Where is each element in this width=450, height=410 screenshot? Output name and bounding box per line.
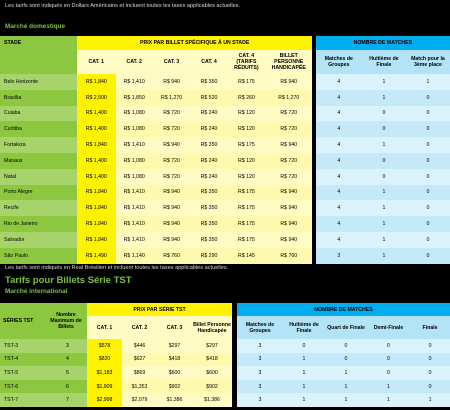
matches-group-header: NOMBRE DE MATCHES bbox=[316, 36, 450, 50]
table-cell: R$ 1,410 bbox=[116, 137, 153, 153]
table-cell: 0 bbox=[367, 366, 410, 380]
table-cell: 1 bbox=[362, 248, 406, 264]
column-header: CAT. 2 bbox=[122, 316, 157, 339]
table-cell: 0 bbox=[362, 121, 406, 137]
table-cell: 1 bbox=[283, 393, 325, 407]
table-cell: 1 bbox=[362, 137, 406, 153]
table-cell: R$ 240 bbox=[190, 169, 227, 185]
table-cell: 3 bbox=[237, 353, 283, 367]
table-cell: R$ 720 bbox=[265, 153, 312, 169]
table-cell: 0 bbox=[406, 200, 450, 216]
table-cell: 0 bbox=[406, 232, 450, 248]
table-cell: 0 bbox=[406, 185, 450, 201]
tst-price-table bbox=[0, 303, 450, 407]
table-cell: R$ 940 bbox=[153, 216, 190, 232]
stadium-name: Brasília bbox=[0, 90, 77, 106]
table-cell: R$ 175 bbox=[228, 137, 265, 153]
max-tickets: 4 bbox=[45, 353, 87, 367]
table-cell: R$ 1,840 bbox=[77, 137, 116, 153]
table-cell: 4 bbox=[316, 185, 362, 201]
table-cell: R$ 940 bbox=[153, 137, 190, 153]
column-header: Finale bbox=[410, 316, 450, 339]
table-cell: $1,386 bbox=[192, 393, 232, 407]
table-cell: $902 bbox=[157, 380, 192, 394]
table-cell: 0 bbox=[367, 353, 410, 367]
table-cell: $297 bbox=[192, 339, 232, 353]
table-cell: R$ 720 bbox=[153, 121, 190, 137]
table-cell: R$ 720 bbox=[265, 106, 312, 122]
table-cell: $2,998 bbox=[87, 393, 122, 407]
table-row bbox=[0, 153, 450, 169]
table-cell: 0 bbox=[406, 106, 450, 122]
table-cell: 0 bbox=[406, 153, 450, 169]
table-cell: $418 bbox=[157, 353, 192, 367]
table-group-header-row bbox=[0, 303, 450, 316]
column-header: Billet Personne Handicapée bbox=[192, 316, 232, 339]
stadium-name: Porto Alegre bbox=[0, 185, 77, 201]
table-cell: 1 bbox=[283, 366, 325, 380]
table-cell: R$ 1,410 bbox=[116, 232, 153, 248]
table-row bbox=[0, 106, 450, 122]
table-cell: R$ 1,410 bbox=[116, 200, 153, 216]
stadium-name: Curitiba bbox=[0, 121, 77, 137]
table-cell: 0 bbox=[325, 353, 367, 367]
stadium-name: Cuiaba bbox=[0, 106, 77, 122]
table-cell: R$ 1,850 bbox=[116, 90, 153, 106]
table-cell: $600 bbox=[157, 366, 192, 380]
table-cell: R$ 1,840 bbox=[77, 232, 116, 248]
column-header: Match pour la 3ème place bbox=[406, 50, 450, 74]
table-row bbox=[0, 380, 450, 394]
table-cell: $2,079 bbox=[122, 393, 157, 407]
table-cell: 4 bbox=[316, 121, 362, 137]
table-cell: R$ 1,410 bbox=[116, 185, 153, 201]
table-cell: R$ 1,080 bbox=[116, 153, 153, 169]
table-cell: $1,353 bbox=[122, 380, 157, 394]
table-cell: R$ 240 bbox=[190, 106, 227, 122]
max-tickets: 3 bbox=[45, 339, 87, 353]
column-header: CAT. 3 bbox=[153, 50, 190, 74]
table-cell: R$ 720 bbox=[153, 169, 190, 185]
table-cell: $297 bbox=[157, 339, 192, 353]
stadium-name: São Paulo bbox=[0, 248, 77, 264]
table-cell: $820 bbox=[87, 353, 122, 367]
table-cell: 0 bbox=[406, 90, 450, 106]
table-cell: 4 bbox=[316, 153, 362, 169]
table-cell: R$ 120 bbox=[228, 121, 265, 137]
table-cell: 1 bbox=[325, 366, 367, 380]
table-cell: 0 bbox=[406, 248, 450, 264]
tst-section-heading: Tarifs pour Billets Série TST bbox=[5, 275, 132, 286]
table-cell: 4 bbox=[316, 169, 362, 185]
series-name: TST-4 bbox=[0, 353, 45, 367]
table-cell: R$ 350 bbox=[190, 232, 227, 248]
table-cell: $1,909 bbox=[87, 380, 122, 394]
max-tickets: 5 bbox=[45, 366, 87, 380]
table-cell: R$ 1,270 bbox=[153, 90, 190, 106]
table-cell: 1 bbox=[362, 185, 406, 201]
table-cell: R$ 1,400 bbox=[77, 106, 116, 122]
table-cell: 1 bbox=[325, 393, 367, 407]
column-header: CAT. 3 bbox=[157, 316, 192, 339]
table-cell: 4 bbox=[316, 106, 362, 122]
table-cell: 0 bbox=[406, 216, 450, 232]
table-cell: 1 bbox=[362, 74, 406, 90]
table-cell: R$ 175 bbox=[228, 185, 265, 201]
table-cell: 0 bbox=[410, 353, 450, 367]
table-cell: 3 bbox=[237, 380, 283, 394]
series-header: SÉRIES TST bbox=[0, 303, 45, 339]
table-cell: R$ 175 bbox=[228, 74, 265, 90]
domestic-prices-note: Les tarifs sont indiqués en Dollars Américains et incluent toutes les taxes applicables actuelles. bbox=[5, 3, 241, 9]
table-cell: R$ 350 bbox=[190, 137, 227, 153]
table-row bbox=[0, 232, 450, 248]
table-cell: 1 bbox=[362, 216, 406, 232]
series-name: TST-3 bbox=[0, 339, 45, 353]
table-cell: R$ 1,840 bbox=[77, 200, 116, 216]
table-cell: 0 bbox=[367, 339, 410, 353]
table-cell: 1 bbox=[367, 380, 410, 394]
table-row bbox=[0, 339, 450, 353]
column-header: CAT. 4 bbox=[190, 50, 227, 74]
stadium-name: Belo Horizonte bbox=[0, 74, 77, 90]
table-cell: 0 bbox=[406, 169, 450, 185]
column-header: Matches de Groupes bbox=[316, 50, 362, 74]
table-cell: R$ 350 bbox=[190, 185, 227, 201]
stadium-name: Rio de Janeiro bbox=[0, 216, 77, 232]
international-market-subtitle: Marché international bbox=[5, 288, 68, 295]
table-cell: R$ 120 bbox=[228, 106, 265, 122]
table-cell: $446 bbox=[122, 339, 157, 353]
series-name: TST-7 bbox=[0, 393, 45, 407]
max-tickets-header: Nombre Maximum de Billets bbox=[45, 303, 87, 339]
table-cell: 3 bbox=[237, 366, 283, 380]
table-cell: 0 bbox=[362, 153, 406, 169]
table-cell: R$ 720 bbox=[153, 106, 190, 122]
column-header: Quart de Finale bbox=[325, 316, 367, 339]
table-cell: 0 bbox=[362, 169, 406, 185]
tst-matches-group-header: NOMBRE DE MATCHES bbox=[237, 303, 450, 316]
table-cell: R$ 120 bbox=[228, 169, 265, 185]
table-row bbox=[0, 216, 450, 232]
table-cell: 4 bbox=[316, 216, 362, 232]
table-cell: R$ 1,840 bbox=[77, 185, 116, 201]
max-tickets: 7 bbox=[45, 393, 87, 407]
table-cell: R$ 350 bbox=[190, 200, 227, 216]
table-cell: 0 bbox=[410, 339, 450, 353]
table-cell: R$ 520 bbox=[190, 90, 227, 106]
table-cell: R$ 1,410 bbox=[116, 216, 153, 232]
series-name: TST-5 bbox=[0, 366, 45, 380]
table-cell: R$ 940 bbox=[265, 185, 312, 201]
tst-prices-group-header: PRIX PAR SÉRIE TST bbox=[87, 303, 232, 316]
table-cell: R$ 1,400 bbox=[77, 153, 116, 169]
table-cell: $1,386 bbox=[157, 393, 192, 407]
column-header: Huitième de Finale bbox=[283, 316, 325, 339]
table-row bbox=[0, 185, 450, 201]
stadium-name: Natal bbox=[0, 169, 77, 185]
table-row bbox=[0, 200, 450, 216]
table-cell: 1 bbox=[410, 393, 450, 407]
table-cell: R$ 145 bbox=[228, 248, 265, 264]
table-cell: R$ 940 bbox=[265, 74, 312, 90]
table-cell: 4 bbox=[316, 200, 362, 216]
table-row bbox=[0, 366, 450, 380]
table-cell: 4 bbox=[316, 137, 362, 153]
table-cell: 1 bbox=[362, 232, 406, 248]
tst-prices-note: Les tarifs sont indiqués en Real Brésilien et incluent toutes les taxes applicables actuelles. bbox=[5, 265, 229, 271]
table-cell: 0 bbox=[406, 121, 450, 137]
table-cell: $578 bbox=[87, 339, 122, 353]
table-cell: R$ 1,400 bbox=[77, 121, 116, 137]
table-cell: R$ 2,500 bbox=[77, 90, 116, 106]
table-cell: R$ 1,400 bbox=[77, 169, 116, 185]
table-cell: R$ 1,080 bbox=[116, 121, 153, 137]
table-cell: 3 bbox=[237, 393, 283, 407]
table-cell: R$ 350 bbox=[190, 216, 227, 232]
table-row bbox=[0, 74, 450, 90]
table-cell: 0 bbox=[362, 106, 406, 122]
table-row bbox=[0, 353, 450, 367]
table-cell: R$ 1,840 bbox=[77, 216, 116, 232]
table-cell: 1 bbox=[283, 353, 325, 367]
table-cell: 1 bbox=[362, 200, 406, 216]
table-cell: $869 bbox=[122, 366, 157, 380]
table-cell: 1 bbox=[325, 380, 367, 394]
table-cell: R$ 290 bbox=[190, 248, 227, 264]
table-cell: R$ 1,840 bbox=[77, 74, 116, 90]
table-cell: R$ 1,140 bbox=[116, 248, 153, 264]
table-row bbox=[0, 137, 450, 153]
table-cell: R$ 1,080 bbox=[116, 169, 153, 185]
table-cell: R$ 175 bbox=[228, 200, 265, 216]
table-cell: R$ 175 bbox=[228, 216, 265, 232]
table-cell: R$ 1,410 bbox=[116, 74, 153, 90]
table-cell: 0 bbox=[406, 137, 450, 153]
table-cell: R$ 760 bbox=[153, 248, 190, 264]
table-cell: R$ 940 bbox=[153, 185, 190, 201]
table-cell: 1 bbox=[362, 90, 406, 106]
table-cell: 4 bbox=[316, 90, 362, 106]
table-cell: R$ 940 bbox=[153, 74, 190, 90]
column-header: CAT. 4 (TARIFS RÉDUITS) bbox=[228, 50, 265, 74]
table-cell: R$ 240 bbox=[190, 121, 227, 137]
table-row bbox=[0, 121, 450, 137]
table-cell: 4 bbox=[316, 74, 362, 90]
table-cell: R$ 1,270 bbox=[265, 90, 312, 106]
stadium-header: STADE bbox=[0, 36, 77, 74]
stadium-name: Fortaleza bbox=[0, 137, 77, 153]
max-tickets: 6 bbox=[45, 380, 87, 394]
domestic-price-table bbox=[0, 36, 450, 264]
table-cell: R$ 720 bbox=[265, 169, 312, 185]
table-cell: R$ 940 bbox=[265, 216, 312, 232]
table-row bbox=[0, 90, 450, 106]
table-cell: $902 bbox=[192, 380, 232, 394]
table-cell: 1 bbox=[406, 74, 450, 90]
table-cell: $418 bbox=[192, 353, 232, 367]
table-group-header-row bbox=[0, 36, 450, 50]
table-cell: 4 bbox=[316, 232, 362, 248]
column-header: BILLET PERSONNE HANDICAPÉE bbox=[265, 50, 312, 74]
table-cell: R$ 940 bbox=[265, 200, 312, 216]
stadium-name: Salvador bbox=[0, 232, 77, 248]
table-cell: 0 bbox=[410, 380, 450, 394]
table-cell: R$ 1,490 bbox=[77, 248, 116, 264]
stadium-name: Manaus bbox=[0, 153, 77, 169]
table-cell: 3 bbox=[316, 248, 362, 264]
table-cell: R$ 1,080 bbox=[116, 106, 153, 122]
table-cell: 0 bbox=[410, 366, 450, 380]
table-cell: $627 bbox=[122, 353, 157, 367]
domestic-market-subtitle: Marché domestique bbox=[5, 23, 66, 30]
column-header: CAT. 2 bbox=[116, 50, 153, 74]
stadium-name: Recife bbox=[0, 200, 77, 216]
table-cell: R$ 175 bbox=[228, 232, 265, 248]
table-cell: 0 bbox=[283, 339, 325, 353]
table-cell: R$ 240 bbox=[190, 153, 227, 169]
table-cell: R$ 940 bbox=[265, 137, 312, 153]
table-cell: R$ 940 bbox=[153, 200, 190, 216]
column-header: CAT. 1 bbox=[87, 316, 122, 339]
table-cell: R$ 940 bbox=[265, 232, 312, 248]
table-cell: R$ 720 bbox=[265, 121, 312, 137]
table-cell: R$ 260 bbox=[228, 90, 265, 106]
table-cell: $600 bbox=[192, 366, 232, 380]
table-cell: R$ 120 bbox=[228, 153, 265, 169]
column-header: CAT. 1 bbox=[77, 50, 116, 74]
table-cell: R$ 760 bbox=[265, 248, 312, 264]
table-cell: R$ 350 bbox=[190, 74, 227, 90]
table-cell: 3 bbox=[237, 339, 283, 353]
prices-group-header: PRIX PAR BILLET SPÉCIFIQUE À UN STADE bbox=[77, 36, 312, 50]
table-row bbox=[0, 169, 450, 185]
column-header: Matches de Groupes bbox=[237, 316, 283, 339]
table-cell: R$ 940 bbox=[153, 232, 190, 248]
table-cell: 1 bbox=[283, 380, 325, 394]
series-name: TST-6 bbox=[0, 380, 45, 394]
column-header: Huitième de Finale bbox=[362, 50, 406, 74]
table-row bbox=[0, 248, 450, 264]
column-header: Demi-Finale bbox=[367, 316, 410, 339]
table-cell: $1,183 bbox=[87, 366, 122, 380]
table-cell: 0 bbox=[325, 339, 367, 353]
table-row bbox=[0, 393, 450, 407]
table-cell: R$ 720 bbox=[153, 153, 190, 169]
table-cell: 1 bbox=[367, 393, 410, 407]
